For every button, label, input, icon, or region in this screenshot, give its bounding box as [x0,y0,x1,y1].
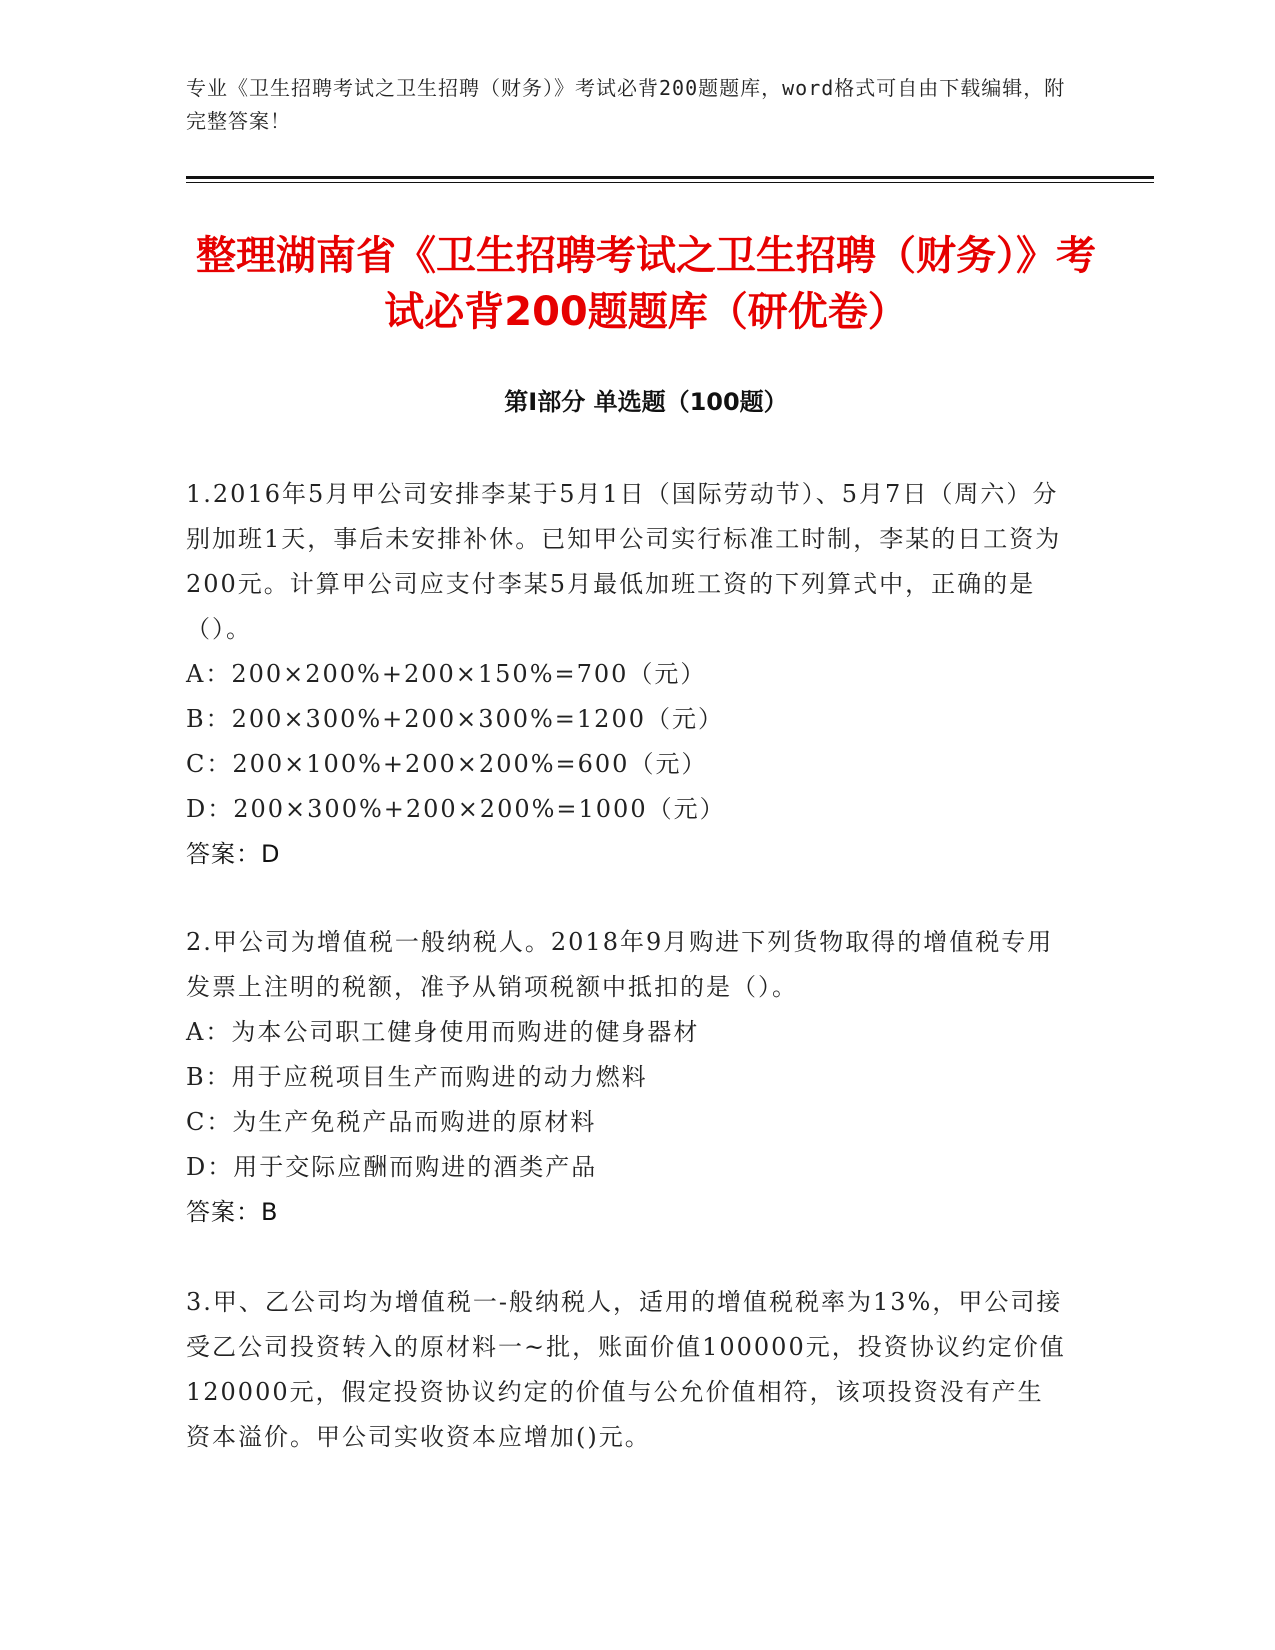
question-stem: 1.2016年5月甲公司安排李某于5月1日（国际劳动节）、5月7日（周六）分别加班1天，事后未安排补休。已知甲公司实行标准工时制，李某的日工资为200元。计算甲公司应支付李某5月最低加班工资的下列算式中，正确的是（）。 [186,480,1062,643]
document-title: 整理湖南省《卫生招聘考试之卫生招聘（财务）》考试必背200题题库（研优卷） [196,233,1096,335]
option-d: D：用于交际应酬而购进的酒类产品 [186,1153,598,1181]
header-divider-thin [186,182,1154,183]
question-2 [186,920,1066,1235]
option-b: B：200×300%+200×300%=1200（元） [186,705,724,733]
header-note: 专业《卫生招聘考试之卫生招聘（财务）》考试必背200题题库，word格式可自由下载编辑，附完整答案！ [186,76,1066,133]
option-a: A：200×200%+200×150%=700（元） [186,660,707,688]
option-c: C：为生产免税产品而购进的原材料 [186,1108,597,1136]
question-stem: 2.甲公司为增值税一般纳税人。2018年9月购进下列货物取得的增值税专用发票上注明的税额，准予从销项税额中抵扣的是（）。 [186,928,1054,1001]
option-c: C：200×100%+200×200%=600（元） [186,750,708,778]
question-3 [186,1280,1066,1460]
option-a: A：为本公司职工健身使用而购进的健身器材 [186,1018,700,1046]
question-stem: 3.甲、乙公司均为增值税一-般纳税人，适用的增值税税率为13%，甲公司接受乙公司投资转入的原材料一~批，账面价值100000元，投资协议约定价值120000元，假定投资协议约定的价值与公允价值相符，该项投资没有产生资本溢价。甲公司实收资本应增加()元。 [186,1288,1066,1451]
question-1 [186,472,1066,877]
header-divider-thick [186,176,1154,179]
section-title: 第Ⅰ部分 单选题（100题） [504,388,788,416]
answer: 答案：D [186,840,281,868]
answer: 答案：B [186,1198,279,1226]
option-b: B：用于应税项目生产而购进的动力燃料 [186,1063,648,1091]
option-d: D：200×300%+200×200%=1000（元） [186,795,726,823]
